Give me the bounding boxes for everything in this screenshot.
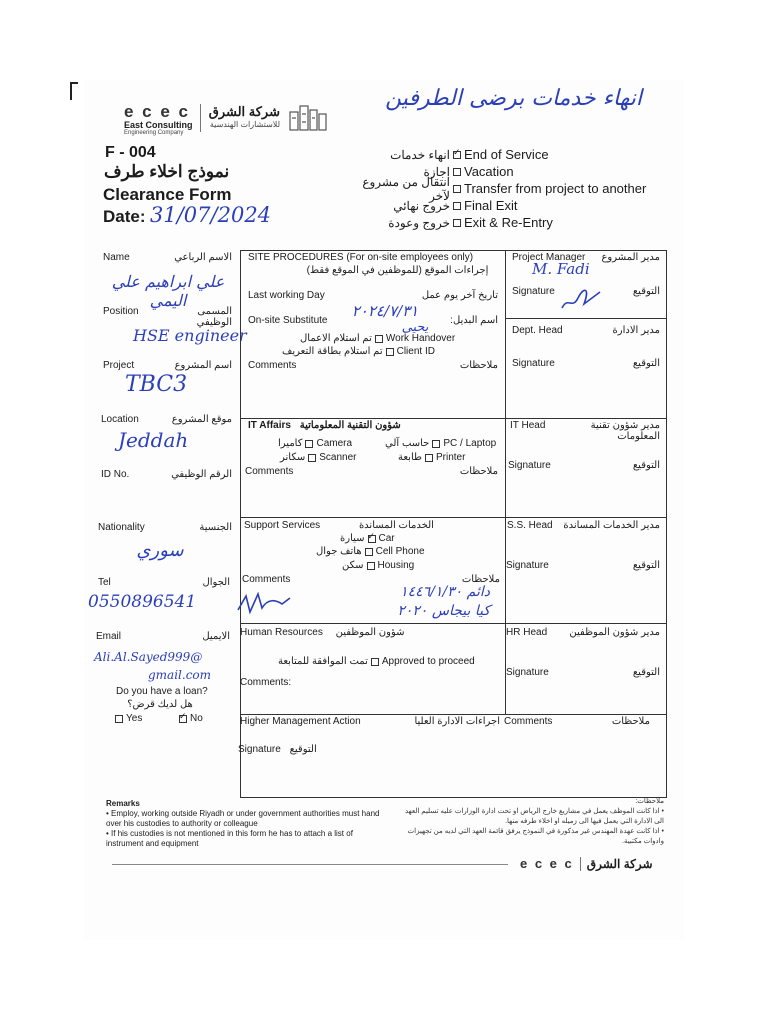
- remarks-title-ar: ملاحظات:: [635, 798, 664, 805]
- remarks-item-ar: • اذا كانت عهدة المهندس غير مذكورة في النموذج يرفق قائمة العهد التي لديه من تجهيزات وادوات مكتبية.: [407, 828, 664, 845]
- company-ar-1: شركة الشرق: [208, 104, 280, 119]
- loan-no-option[interactable]: [176, 713, 203, 724]
- remarks-ar: [396, 797, 664, 847]
- phone-label: Cell Phone: [375, 546, 425, 557]
- company-name-ar: [204, 104, 280, 129]
- project-value: TBC3: [125, 372, 188, 397]
- it-comments-label-ar: ملاحظات: [459, 466, 498, 477]
- mgmt-comments-label-ar: ملاحظات: [611, 716, 650, 727]
- company-subname-en: Engineering Company: [124, 130, 184, 136]
- checkbox-checked[interactable]: [368, 535, 376, 543]
- phone-label-ar: هاتف جوال: [316, 546, 362, 557]
- option-final-exit[interactable]: [340, 197, 700, 214]
- email-value-2: gmail.com: [148, 668, 212, 682]
- site-title: SITE PROCEDURES (For on-site employees only): [248, 252, 474, 263]
- logo-divider: [200, 104, 201, 132]
- pm-signature-mark: [560, 284, 604, 314]
- phone-option[interactable]: [316, 546, 425, 557]
- loan-yes-option[interactable]: [112, 713, 142, 724]
- id-label-ar: الرقم الوظيفي: [171, 469, 232, 480]
- position-label: Position: [103, 306, 139, 317]
- name-label-ar: الاسم الرباعي: [174, 252, 232, 263]
- hr-comments-label: Comments:: [240, 677, 292, 688]
- footer-letters: e c e c: [520, 856, 574, 871]
- loan-yes-label: Yes: [126, 713, 143, 724]
- location-label-ar: موقع المشروع: [171, 414, 232, 425]
- handover-option[interactable]: [300, 333, 455, 344]
- hr-head-label-ar: مدير شؤون الموظفين: [569, 627, 660, 638]
- checkbox[interactable]: [367, 562, 375, 570]
- hr-title-ar: شؤون الموظفين: [335, 627, 405, 638]
- pm-signature-label-ar: التوقيع: [632, 286, 660, 297]
- option-transfer[interactable]: [340, 174, 700, 203]
- scanner-label-ar: سكانر: [280, 452, 306, 463]
- date-label: Date:: [103, 207, 146, 226]
- pm-signature-label: Signature: [512, 286, 555, 297]
- option-ar: خروج نهائي: [393, 198, 450, 213]
- housing-label: Housing: [377, 560, 415, 571]
- substitute-label-ar: اسم البديل:: [450, 315, 498, 326]
- it-signature-label-ar: التوقيع: [632, 460, 660, 471]
- hr-title: [240, 627, 405, 638]
- remarks-en: [106, 799, 388, 849]
- ss-signature-label: Signature: [506, 560, 549, 571]
- company-name-en: East Consulting: [124, 120, 193, 130]
- building-logo-icon: [288, 104, 328, 132]
- last-day-value: ٢٠٢٤/٧/٣١: [351, 302, 419, 320]
- option-end-of-service[interactable]: [340, 146, 700, 163]
- form-title-ar: نموذج اخلاء طرف: [104, 162, 230, 181]
- checkbox[interactable]: [453, 168, 461, 176]
- printer-option[interactable]: [398, 452, 465, 463]
- form-title-en: Clearance Form: [103, 185, 232, 204]
- checkbox-checked[interactable]: [453, 151, 461, 159]
- checkbox[interactable]: [305, 440, 313, 448]
- logo-letters: e c e c: [124, 102, 190, 121]
- checkbox[interactable]: [115, 715, 123, 723]
- it-signature-label: Signature: [508, 460, 551, 471]
- option-ar: انتقال من مشروع لآخر: [362, 174, 450, 203]
- checkbox[interactable]: [371, 658, 379, 666]
- hr-approved-option[interactable]: [278, 656, 475, 667]
- camera-label: Camera: [316, 438, 353, 449]
- checkbox[interactable]: [365, 548, 373, 556]
- it-head-label-ar: مدير شؤون تقنية المعلومات: [590, 420, 660, 442]
- email-label: Email: [96, 631, 122, 642]
- substitute-value: يحيى: [401, 320, 429, 335]
- it-head-label: IT Head: [510, 420, 546, 431]
- name-label: Name: [103, 252, 130, 263]
- camera-option[interactable]: [278, 438, 352, 449]
- checkbox[interactable]: [453, 202, 461, 210]
- client-id-label-ar: تم استلام بطاقة التعريف: [282, 346, 383, 357]
- support-comments-label-ar: ملاحظات: [461, 574, 500, 585]
- pm-title: Project Manager: [512, 252, 586, 263]
- ss-head-label-ar: مدير الخدمات المساندة: [563, 520, 660, 531]
- ss-signature-label-ar: التوقيع: [632, 560, 660, 571]
- grid-row-line: [240, 714, 667, 715]
- handover-label: Work Handover: [385, 333, 456, 344]
- project-label-ar: اسم المشروع: [174, 360, 232, 371]
- housing-option[interactable]: [342, 560, 414, 571]
- company-ar-2: للاستشارات الهندسية: [209, 120, 280, 129]
- nationality-label-ar: الجنسية: [199, 522, 232, 533]
- scanner-option[interactable]: [280, 452, 357, 463]
- position-value: HSE engineer: [133, 326, 247, 345]
- option-en: Vacation: [464, 164, 514, 179]
- tel-label: Tel: [98, 577, 111, 588]
- project-label: Project: [103, 360, 135, 371]
- dept-signature-label: Signature: [512, 358, 555, 369]
- last-day-label-ar: تاريخ آخر يوم عمل: [421, 290, 498, 301]
- loan-question-ar: هل لديك قرض؟: [127, 699, 193, 710]
- mgmt-signature: [238, 744, 317, 755]
- support-note-1: دائم ١٤٤٦/١/٣٠: [400, 584, 490, 600]
- printer-label-ar: طابعة: [398, 452, 422, 463]
- footer-rule: [112, 864, 508, 865]
- dept-head-label: Dept. Head: [512, 325, 563, 336]
- mgmt-title: Higher Management Action: [240, 716, 361, 727]
- option-en: Transfer from project to another: [464, 181, 647, 196]
- remarks-item-ar: • اذا كانت الموظف يعمل في مشاريع خارج الرياض او تحت ادارة الوزارات عليه تسليم العهد الى الادارة التي يعمل فيها الى زميله او اخلاء طرفه منها.: [404, 808, 664, 825]
- mgmt-signature-label-ar: التوقيع: [289, 744, 317, 755]
- nationality-label: Nationality: [98, 522, 145, 533]
- it-title: [248, 420, 401, 431]
- support-title: [244, 520, 434, 531]
- site-title-ar: إجراءات الموقع (للموظفين في الموقع فقط): [306, 265, 489, 276]
- name-value: علي ابراهيم علي اليمي: [111, 272, 225, 310]
- client-id-option[interactable]: [282, 346, 435, 357]
- option-en: Exit & Re-Entry: [464, 215, 553, 230]
- tel-value: 0550896541: [88, 592, 197, 612]
- scanner-label: Scanner: [319, 452, 357, 463]
- hr-head-label: HR Head: [506, 627, 548, 638]
- grid-row-line: [240, 623, 667, 624]
- grid-row-line: [240, 517, 667, 518]
- laptop-label-ar: حاسب آلي: [385, 438, 430, 449]
- site-comments-label-ar: ملاحظات: [459, 360, 498, 371]
- checkbox[interactable]: [453, 219, 461, 227]
- nationality-value: سوري: [136, 540, 184, 561]
- hr-approved-label: Approved to proceed: [381, 656, 475, 667]
- option-list: [340, 146, 700, 231]
- dept-head-label-ar: مدير الادارة: [612, 325, 660, 336]
- pm-split-line: [505, 318, 667, 319]
- support-title-ar: الخدمات المساندة: [358, 520, 434, 531]
- date-value: 31/07/2024: [150, 203, 272, 227]
- email-label-ar: الايميل: [202, 631, 230, 642]
- checkbox-checked[interactable]: [179, 715, 187, 723]
- car-option[interactable]: [340, 533, 395, 544]
- hr-title-en: Human Resources: [240, 627, 323, 638]
- grid-row-line: [240, 418, 667, 419]
- it-title-en: IT Affairs: [248, 420, 291, 431]
- substitute-label: On-site Substitute: [248, 315, 328, 326]
- checkbox[interactable]: [386, 348, 394, 356]
- option-en: Final Exit: [464, 198, 518, 213]
- remarks-item: • Employ, working outside Riyadh or under government authorities must hand over his custodies to authority or colleague: [106, 809, 380, 828]
- laptop-option[interactable]: [385, 438, 496, 449]
- location-label: Location: [101, 414, 139, 425]
- footer-company-ar: شركة الشرق: [586, 856, 653, 871]
- support-signature-mark: [236, 590, 292, 616]
- checkbox[interactable]: [432, 440, 440, 448]
- checkbox[interactable]: [375, 335, 383, 343]
- hr-signature-label: Signature: [506, 667, 549, 678]
- handwritten-title: انهاء خدمات برضى الطرفين: [385, 86, 642, 111]
- option-ar: انهاء خدمات: [390, 147, 450, 162]
- pm-title-ar: مدير المشروع: [601, 252, 660, 263]
- id-label: ID No.: [101, 469, 130, 480]
- footer-divider: [580, 857, 581, 871]
- ss-head-label: S.S. Head: [507, 520, 553, 531]
- it-comments-label: Comments: [245, 466, 294, 477]
- corner-mark-top: [70, 82, 78, 84]
- support-title-en: Support Services: [244, 520, 321, 531]
- option-ar: خروج وعودة: [388, 215, 450, 230]
- loan-no-label: No: [190, 713, 203, 724]
- support-comments-label: Comments: [242, 574, 291, 585]
- corner-mark: [70, 82, 72, 100]
- hr-signature-label-ar: التوقيع: [632, 667, 660, 678]
- option-exit-reentry[interactable]: [340, 214, 700, 231]
- checkbox[interactable]: [453, 185, 461, 193]
- checkbox[interactable]: [308, 454, 316, 462]
- position-label-ar: المسمى الوظيفي: [196, 306, 232, 328]
- client-id-label: Client ID: [396, 346, 435, 357]
- laptop-label: PC / Laptop: [443, 438, 497, 449]
- car-label: Car: [378, 533, 395, 544]
- loan-question: Do you have a loan?: [116, 686, 208, 697]
- company-logo: [124, 102, 193, 136]
- handover-label-ar: تم استلام الاعمال: [300, 333, 372, 344]
- car-label-ar: سيارة: [340, 533, 365, 544]
- last-day-label: Last working Day: [248, 290, 325, 301]
- dept-signature-label-ar: التوقيع: [632, 358, 660, 369]
- email-value-1: Ali.Al.Sayed999@: [94, 650, 203, 664]
- pm-handwritten-name: M. Fadi: [532, 260, 590, 278]
- grid-divider-vertical: [505, 250, 506, 715]
- it-title-ar: شؤون التقنية المعلوماتية: [299, 420, 401, 431]
- housing-label-ar: سكن: [342, 560, 364, 571]
- form-code: F - 004: [105, 144, 156, 161]
- location-value: Jeddah: [118, 428, 189, 452]
- camera-label-ar: كاميرا: [278, 438, 303, 449]
- hr-approved-label-ar: تمت الموافقة للمتابعة: [278, 656, 368, 667]
- remarks-item: • If his custodies is not mentioned in this form he has to attach a list of instrument and equipment: [106, 829, 353, 848]
- mgmt-signature-label: Signature: [238, 744, 281, 755]
- remarks-title: Remarks: [106, 799, 140, 808]
- mgmt-comments-label: Comments: [504, 716, 553, 727]
- option-ar: اجازة: [423, 164, 450, 179]
- printer-label: Printer: [435, 452, 466, 463]
- site-comments-label: Comments: [248, 360, 297, 371]
- option-en: End of Service: [464, 147, 549, 162]
- support-note-2: كيا بيجاس ٢٠٢٠: [397, 603, 490, 619]
- checkbox[interactable]: [425, 454, 433, 462]
- footer-logo: [520, 856, 653, 871]
- mgmt-title-ar: اجراءات الادارة العليا: [414, 716, 500, 727]
- tel-label-ar: الجوال: [202, 577, 230, 588]
